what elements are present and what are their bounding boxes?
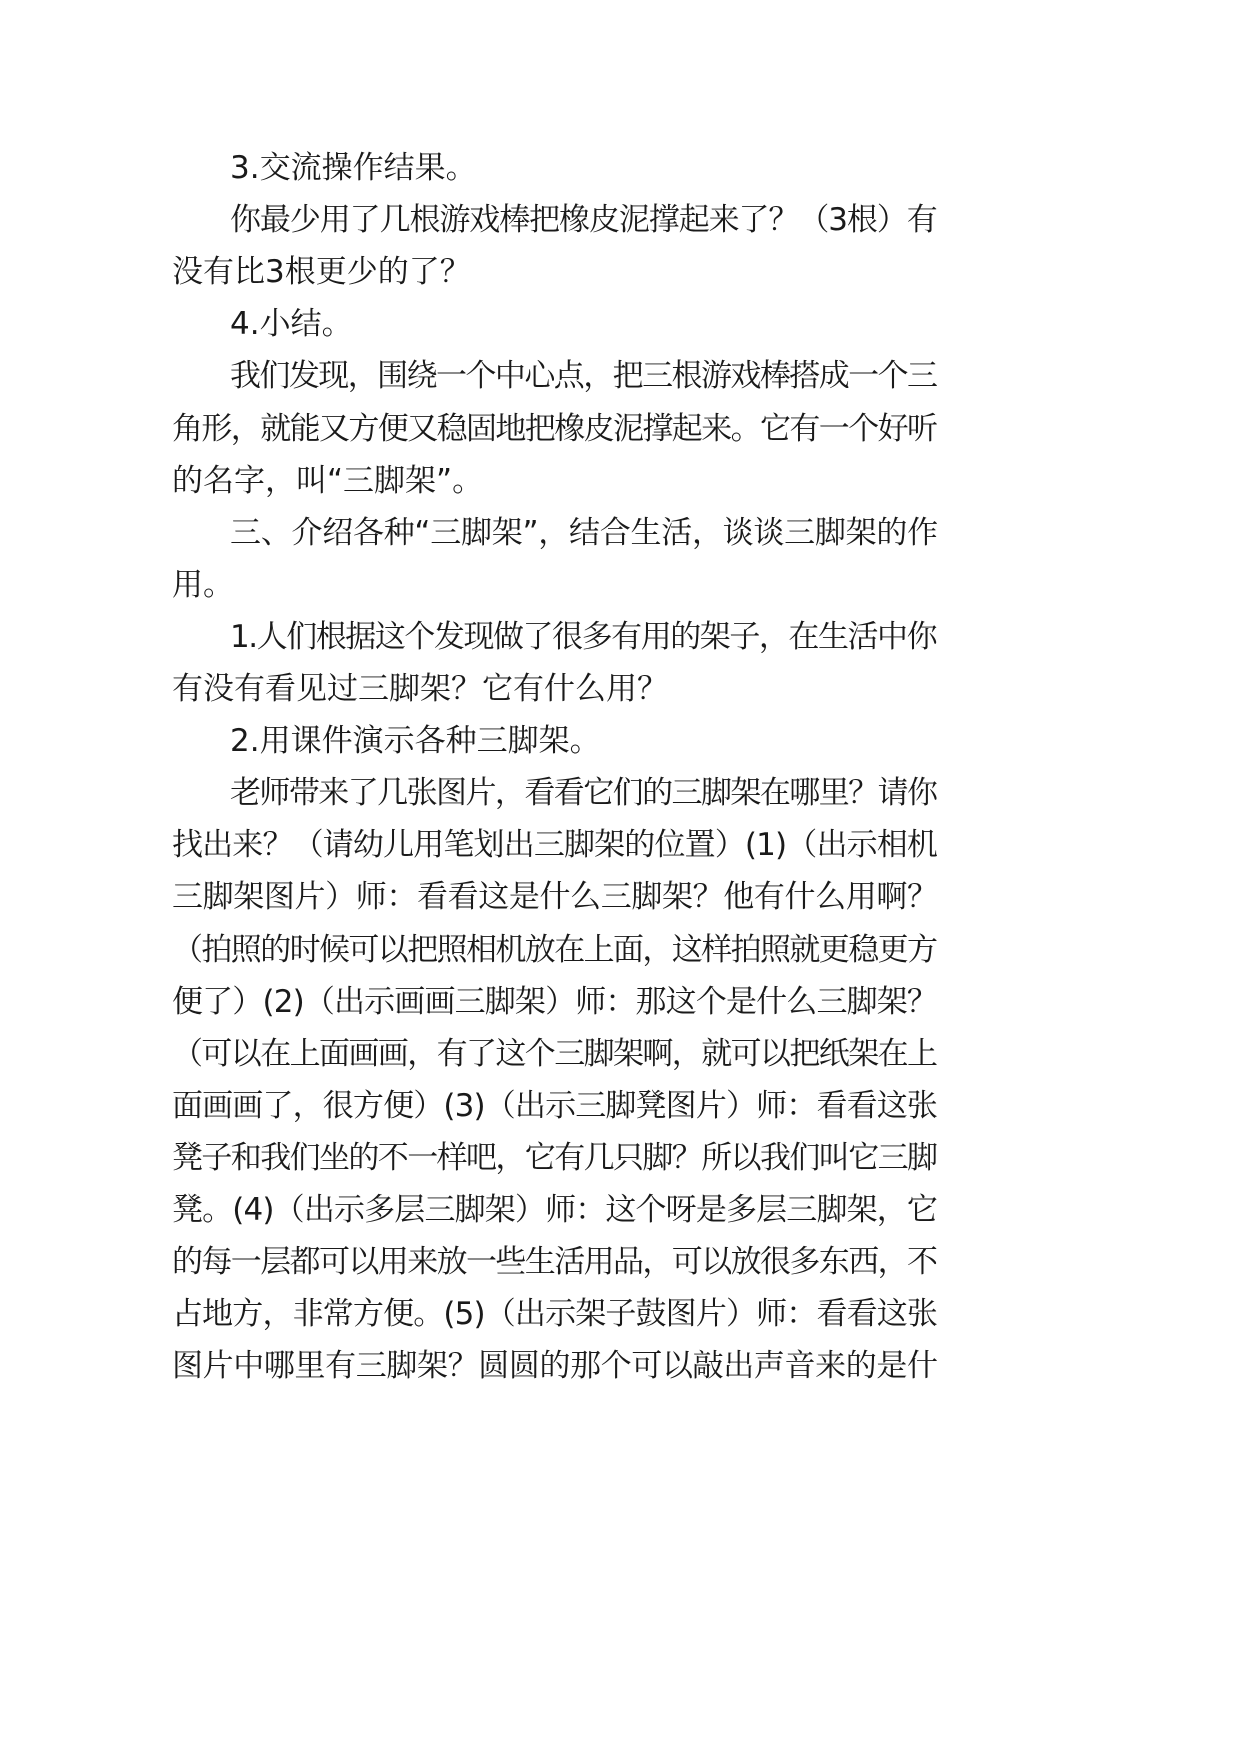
- text-line: 凳。(4)（出示多层三脚架）师：这个呀是多层三脚架，它: [172, 1192, 938, 1228]
- text-line: 占地方，非常方便。(5)（出示架子鼓图片）师：看看这张: [172, 1296, 938, 1333]
- text-line: 3.交流操作结果。: [230, 150, 477, 186]
- text-line: （可以在上面画画，有了这个三脚架啊，就可以把纸架在上: [172, 1035, 937, 1072]
- text-line: 4.小结。: [230, 306, 353, 343]
- text-line: 的名字，叫“三脚架”。: [172, 462, 484, 499]
- text-line: 1.人们根据这个发现做了很多有用的架子，在生活中你: [230, 618, 937, 655]
- text-line: 老师带来了几张图片，看看它们的三脚架在哪里？请你: [230, 775, 937, 812]
- text-line: 三脚架图片）师：看看这是什么三脚架？他有什么用啊？: [172, 879, 938, 916]
- text-line: 找出来？（请幼儿用笔划出三脚架的位置）(1)（出示相机: [172, 827, 938, 864]
- text-line: 2.用课件演示各种三脚架。: [230, 723, 601, 760]
- text-line: 图片中哪里有三脚架？圆圆的那个可以敲出声音来的是什: [172, 1348, 938, 1385]
- text-line: 你最少用了几根游戏棒把橡皮泥撑起来了？（3根）有: [230, 202, 937, 239]
- text-line: （拍照的时候可以把照相机放在上面，这样拍照就更稳更方: [172, 931, 937, 968]
- text-line: 三、介绍各种“三脚架”，结合生活，谈谈三脚架的作: [230, 514, 938, 551]
- text-line: 凳子和我们坐的不一样吧，它有几只脚？所以我们叫它三脚: [172, 1139, 937, 1176]
- text-line: 没有比3根更少的了？: [172, 254, 471, 291]
- text-line: 面画画了，很方便）(3)（出示三脚凳图片）师：看看这张: [172, 1087, 938, 1124]
- text-line: 有没有看见过三脚架？它有什么用？: [172, 671, 668, 707]
- text-line: 便了）(2)（出示画画三脚架）师：那这个是什么三脚架？: [172, 983, 938, 1020]
- text-line: 我们发现，围绕一个中心点，把三根游戏棒搭成一个三: [230, 358, 937, 395]
- text-line: 的每一层都可以用来放一些生活用品，可以放很多东西，不: [172, 1244, 937, 1281]
- text-line: 用。: [172, 566, 234, 603]
- text-line: 角形，就能又方便又稳固地把橡皮泥撑起来。它有一个好听: [172, 410, 937, 447]
